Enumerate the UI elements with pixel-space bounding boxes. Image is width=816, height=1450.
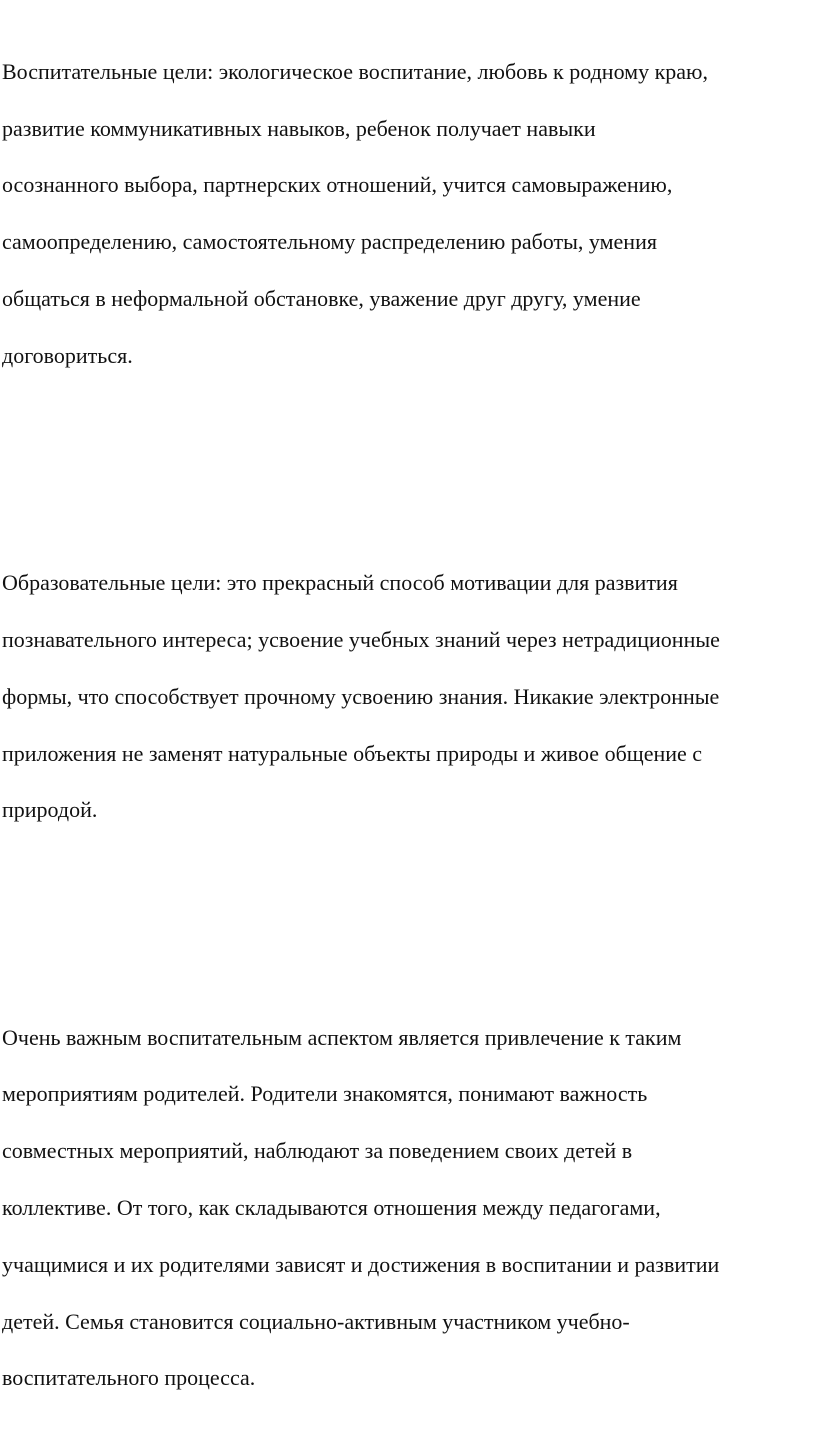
text-line: Воспитательные цели: экологическое воспитание, любовь к родному краю, — [2, 58, 708, 84]
text-line: познавательного интереса; усвоение учебных знаний через нетрадиционные — [2, 626, 720, 652]
text-line: детей. Семья становится социально-активным участником учебно- — [2, 1308, 630, 1334]
paragraph-educational-goals — [2, 29, 812, 398]
paragraph-learning-goals — [2, 541, 812, 853]
text-line: коллективе. От того, как складываются отношения между педагогами, — [2, 1195, 661, 1221]
text-line: осознанного выбора, партнерских отношений, учится самовыражению, — [2, 172, 673, 198]
text-line: общаться в неформальной обстановке, уважение друг другу, умение — [2, 286, 641, 312]
text-line: самоопределению, самостоятельному распределению работы, умения — [2, 229, 657, 255]
text-line: развитие коммуникативных навыков, ребенок получает навыки — [2, 115, 596, 141]
text-line: природой. — [2, 797, 98, 823]
text-line: совместных мероприятий, наблюдают за поведением своих детей в — [2, 1138, 633, 1164]
paragraph-spacer — [2, 910, 812, 938]
paragraph-spacer — [2, 456, 812, 484]
text-line: формы, что способствует прочному усвоению знания. Никакие электронные — [2, 683, 720, 709]
text-line: приложения не заменят натуральные объекты природы и живое общение с — [2, 740, 703, 766]
text-line: мероприятиям родителей. Родители знакомятся, понимают важность — [2, 1081, 648, 1107]
text-line: договориться. — [2, 342, 133, 368]
text-line: Образовательные цели: это прекрасный способ мотивации для развития — [2, 570, 678, 596]
paragraph-parent-involvement — [2, 995, 812, 1421]
text-line: Очень важным воспитательным аспектом является привлечение к таким — [2, 1024, 682, 1050]
text-line: учащимися и их родителями зависят и достижения в воспитании и развитии — [2, 1251, 720, 1277]
text-line: воспитательного процесса. — [2, 1365, 256, 1391]
